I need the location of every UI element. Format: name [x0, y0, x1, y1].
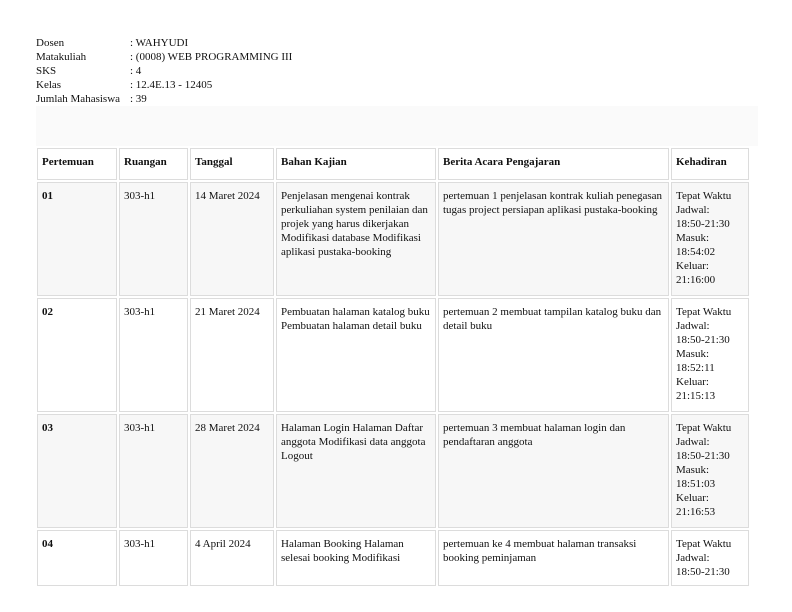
kehadiran-keluar-label: Keluar:	[676, 376, 709, 388]
cell-tanggal: 28 Maret 2024	[190, 414, 274, 528]
header-pertemuan: Pertemuan	[37, 148, 117, 180]
kehadiran-jadwal-value: 18:50-21:30	[676, 334, 730, 346]
cell-berita-acara: pertemuan 3 membuat halaman login dan pendaftaran anggota	[438, 414, 669, 528]
cell-tanggal: 4 April 2024	[190, 530, 274, 586]
cell-ruangan: 303-h1	[119, 298, 188, 412]
kehadiran-keluar-value: 21:15:13	[676, 390, 716, 402]
info-row-dosen	[36, 36, 292, 50]
cell-ruangan: 303-h1	[119, 414, 188, 528]
kehadiran-masuk-label: Masuk:	[676, 348, 709, 360]
kehadiran-masuk-value: 18:51:03	[676, 478, 716, 490]
kehadiran-status: Tepat Waktu	[676, 190, 732, 202]
info-row-sks	[36, 64, 292, 78]
kehadiran-keluar-label: Keluar:	[676, 260, 709, 272]
table-row	[37, 182, 749, 296]
kehadiran-masuk-label: Masuk:	[676, 464, 709, 476]
info-row-kelas	[36, 78, 292, 92]
kehadiran-jadwal-label: Jadwal:	[676, 436, 710, 448]
teaching-journal-table	[35, 146, 751, 588]
sks-label: SKS	[36, 65, 57, 77]
cell-ruangan: 303-h1	[119, 530, 188, 586]
cell-kehadiran	[671, 530, 749, 586]
header-tanggal: Tanggal	[190, 148, 274, 180]
matakuliah-value: : (0008) WEB PROGRAMMING III	[130, 51, 293, 63]
course-info	[36, 36, 292, 106]
dosen-label: Dosen	[36, 37, 65, 49]
jumlah-mahasiswa-label: Jumlah Mahasiswa	[36, 93, 121, 105]
kelas-label: Kelas	[36, 79, 62, 91]
header-kehadiran: Kehadiran	[671, 148, 749, 180]
kehadiran-jadwal-value: 18:50-21:30	[676, 450, 730, 462]
spacer-band	[36, 106, 758, 146]
kehadiran-keluar-label: Keluar:	[676, 492, 709, 504]
cell-berita-acara: pertemuan 2 membuat tampilan katalog buku dan detail buku	[438, 298, 669, 412]
info-row-matakuliah	[36, 50, 292, 64]
cell-kehadiran	[671, 298, 749, 412]
cell-bahan-kajian: Halaman Login Halaman Daftar anggota Modifikasi data anggota Logout	[276, 414, 436, 528]
sks-value: : 4	[130, 65, 142, 77]
kehadiran-jadwal-value: 18:50-21:30	[676, 218, 730, 230]
dosen-value: : WAHYUDI	[130, 37, 189, 49]
kelas-value: : 12.4E.13 - 12405	[130, 79, 213, 91]
header-bahan-kajian: Bahan Kajian	[276, 148, 436, 180]
table-header-row	[37, 148, 749, 180]
table-row	[37, 530, 749, 586]
cell-ruangan: 303-h1	[119, 182, 188, 296]
cell-pertemuan: 01	[37, 182, 117, 296]
cell-berita-acara: pertemuan 1 penjelasan kontrak kuliah penegasan tugas project persiapan aplikasi pustaka-booking	[438, 182, 669, 296]
kehadiran-status: Tepat Waktu	[676, 422, 732, 434]
kehadiran-masuk-label: Masuk:	[676, 232, 709, 244]
cell-bahan-kajian: Halaman Booking Halaman selesai booking Modifikasi	[276, 530, 436, 586]
info-row-jumlah	[36, 92, 292, 106]
cell-tanggal: 14 Maret 2024	[190, 182, 274, 296]
kehadiran-jadwal-label: Jadwal:	[676, 320, 710, 332]
kehadiran-jadwal-label: Jadwal:	[676, 552, 710, 564]
kehadiran-jadwal-label: Jadwal:	[676, 204, 710, 216]
cell-kehadiran	[671, 414, 749, 528]
jumlah-mahasiswa-value: : 39	[130, 93, 147, 105]
kehadiran-jadwal-value: 18:50-21:30	[676, 566, 730, 578]
cell-bahan-kajian: Pembuatan halaman katalog buku Pembuatan halaman detail buku	[276, 298, 436, 412]
cell-pertemuan: 02	[37, 298, 117, 412]
cell-bahan-kajian: Penjelasan mengenai kontrak perkuliahan system penilaian dan projek yang harus dikerjakan Modifikasi database Modifikasi aplikasi pustaka-booking	[276, 182, 436, 296]
header-berita-acara: Berita Acara Pengajaran	[438, 148, 669, 180]
kehadiran-masuk-value: 18:52:11	[676, 362, 715, 374]
kehadiran-keluar-value: 21:16:00	[676, 274, 716, 286]
cell-berita-acara: pertemuan ke 4 membuat halaman transaksi booking peminjaman	[438, 530, 669, 586]
table-row	[37, 414, 749, 528]
kehadiran-status: Tepat Waktu	[676, 538, 732, 550]
cell-pertemuan: 03	[37, 414, 117, 528]
matakuliah-label: Matakuliah	[36, 51, 87, 63]
header-ruangan: Ruangan	[119, 148, 188, 180]
kehadiran-masuk-value: 18:54:02	[676, 246, 716, 258]
cell-pertemuan: 04	[37, 530, 117, 586]
table-row	[37, 298, 749, 412]
kehadiran-keluar-value: 21:16:53	[676, 506, 716, 518]
cell-kehadiran	[671, 182, 749, 296]
cell-tanggal: 21 Maret 2024	[190, 298, 274, 412]
kehadiran-status: Tepat Waktu	[676, 306, 732, 318]
